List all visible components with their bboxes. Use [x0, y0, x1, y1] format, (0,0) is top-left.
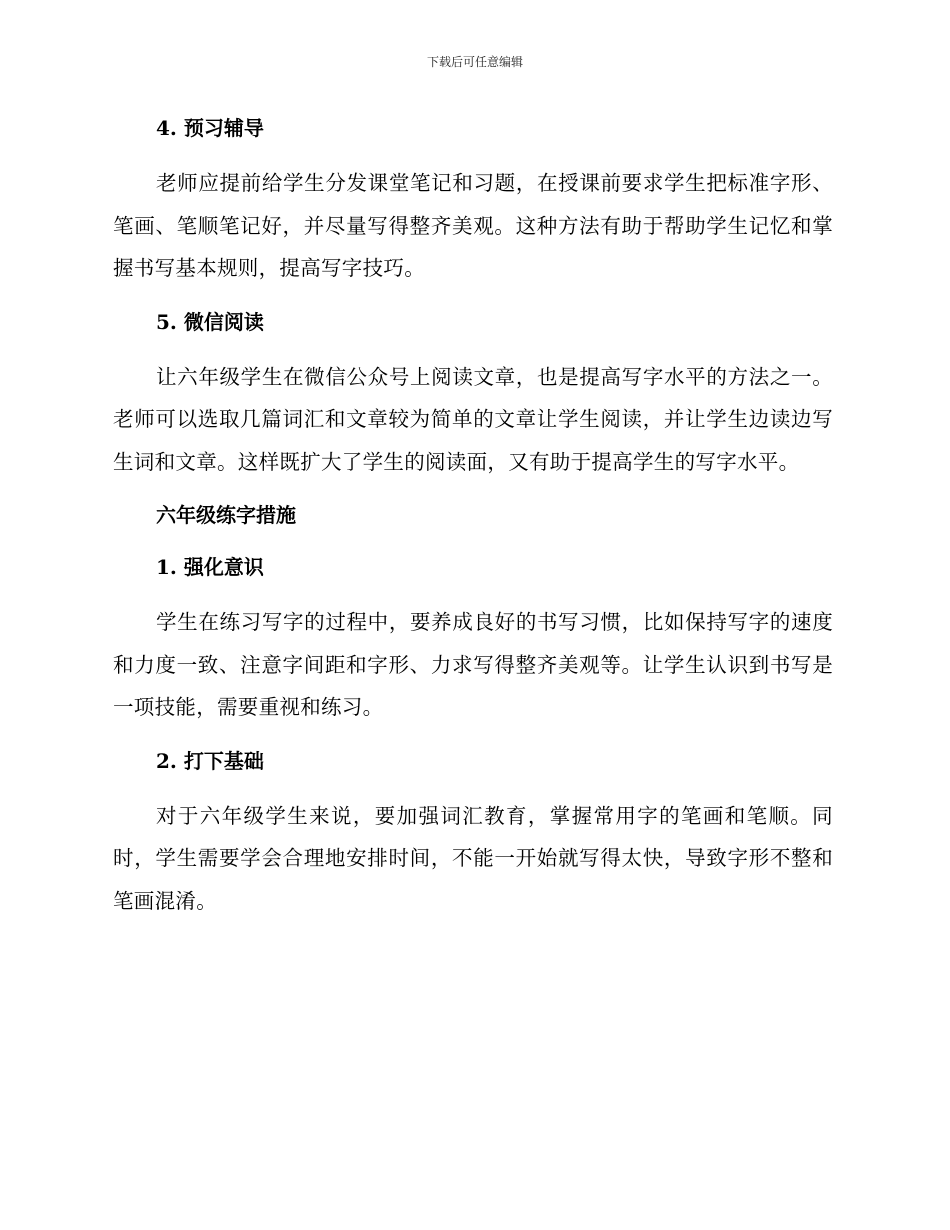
section-heading-grade-six-measures: 六年级练字措施 [156, 503, 296, 527]
page-header: 下载后可任意编辑 [426, 55, 523, 69]
section-paragraph-wechat-reading: 让六年级学生在微信公众号上阅读文章，也是提高写字水平的方法之一。老师可以选取几篇词汇和文章较为简单的文章让学生阅读，并让学生边读边写生词和文章。这样既扩大了学生的阅读面，又有助于提高学生的写字水平。 [113, 364, 833, 474]
section-paragraph-lay-foundation: 对于六年级学生来说，要加强词汇教育，掌握常用字的笔画和笔顺。同时，学生需要学会合理地安排时间，不能一开始就写得太快，导致字形不整和笔画混淆。 [113, 803, 833, 913]
document-body [113, 108, 833, 922]
section-paragraph-strengthen-awareness: 学生在练习写字的过程中，要养成良好的书写习惯，比如保持写字的速度和力度一致、注意字间距和字形、力求写得整齐美观等。让学生认识到书写是一项技能，需要重视和练习。 [113, 610, 833, 719]
section-heading-preview-tutoring: 4. 预习辅导 [156, 116, 264, 140]
section-heading-lay-foundation: 2. 打下基础 [156, 748, 264, 773]
section-heading-wechat-reading: 5. 微信阅读 [156, 309, 264, 334]
section-paragraph-preview-tutoring: 老师应提前给学生分发课堂笔记和习题，在授课前要求学生把标准字形、笔画、笔顺笔记好，并尽量写得整齐美观。这种方法有助于帮助学生记忆和掌握书写基本规则，提高写字技巧。 [113, 171, 833, 280]
section-heading-strengthen-awareness: 1. 强化意识 [156, 555, 264, 579]
